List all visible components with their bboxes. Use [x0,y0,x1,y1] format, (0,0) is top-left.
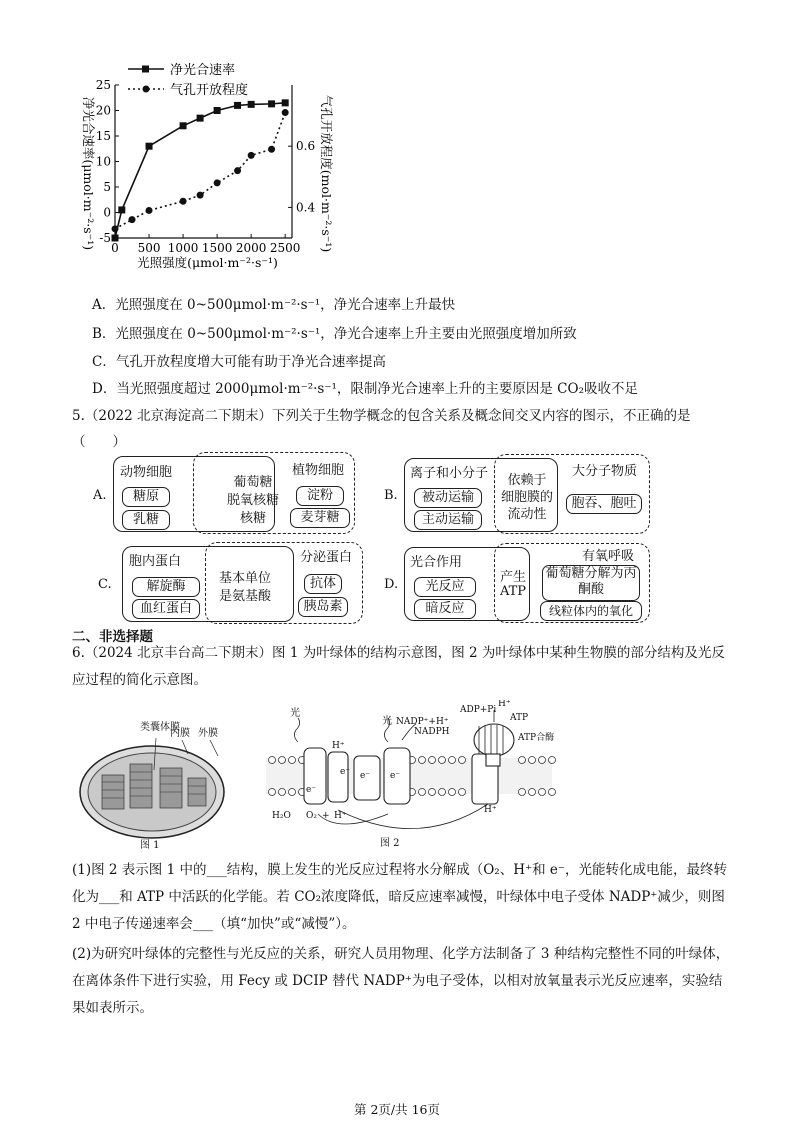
fig1-label: 类囊体膜 [140,722,180,733]
legend-label: 气孔开放程度 [170,83,249,98]
y-axis-left-label: 净光合速率(μmol·m⁻²·s⁻¹) [81,96,96,251]
q5-a-right-title: 植物细胞 [292,463,345,478]
q4-option-d: D．当光照强度超过 2000μmol·m⁻²·s⁻¹，限制净光合速率上升的主要原因是 CO₂吸收不足 [92,381,638,397]
q5-d-left-item: 暗反应 [414,599,476,619]
q5-a-left-item: 乳糖 [122,510,170,530]
q5-d-left-item: 光反应 [414,577,476,597]
q5-c-left-item: 解旋酶 [132,577,200,597]
q5-b-middle-line: 细胞膜的 [500,490,553,505]
data-point-square [112,235,119,242]
q5-b-middle-line: 流动性 [507,507,547,522]
data-point-circle [146,207,153,214]
data-point-square [282,99,289,106]
q5-a-middle-line: 葡萄糖 [233,475,273,490]
legend-label: 净光合速率 [170,63,236,78]
data-point-circle [248,152,255,159]
x-tick-label: 1500 [201,241,233,255]
x-tick-label: 2500 [269,241,301,255]
fig2-label: ATP [510,713,529,723]
q5-c-right-item: 抗体 [304,574,342,594]
legend-marker [143,86,150,93]
q4-option-a: A．光照强度在 0~500μmol·m⁻²·s⁻¹，净光合速率上升最快 [92,297,456,313]
data-point-square [234,102,241,109]
fig2-label: e⁻ [306,785,317,795]
data-point-circle [282,109,289,116]
q5-c-middle-line: 基本单位 [218,571,271,586]
q5-a-right-item: 麦芽糖 [290,508,350,528]
q5-d-letter: D. [384,577,399,592]
data-point-circle [268,146,275,153]
q5-d-middle-line: ATP [499,584,527,599]
q4-option-b: B．光照强度在 0~500μmol·m⁻²·s⁻¹，净光合速率上升主要由光照强度增加所致 [92,326,577,342]
y-right-tick-label: 0.6 [296,139,316,154]
x-tick-label: 500 [137,241,161,255]
q6-part1: (1)图 2 表示图 1 中的___结构，膜上发生的光反应过程将水分解成（O₂、H⁺和 e⁻，光能转化成电能，最终转化为___和 ATP 中活跃的化学能。若 CO₂浓度降低，暗反应速率减慢，叶绿体中电子受体 NADP⁺减少，则图 2 中电子传递速率会___（填“加快”或“减慢”）。 [72,862,727,932]
q5-bracket: （ ） [72,434,126,450]
data-point-square [268,100,275,107]
y-left-tick-label: -5 [99,231,111,245]
fig2-label: 光 [382,716,392,727]
y-left-tick-label: 0 [103,205,111,220]
y-left-tick-label: 15 [95,129,111,143]
fig2-label: e⁻ [340,767,351,777]
x-tick-label: 0 [111,241,119,255]
q5-d-left-title: 光合作用 [410,555,463,570]
fig2-label: O₂ [306,811,317,821]
fig2-label: 光 [290,708,300,719]
q4-option-c: C．气孔开放程度增大可能有助于净光合速率提高 [92,354,386,370]
data-point-square [118,206,125,213]
data-point-circle [180,198,187,205]
data-point-square [180,122,187,129]
fig2-label: H⁺ [334,811,347,821]
fig1-label: 外膜 [198,728,218,739]
q5-c-right-title: 分泌蛋白 [300,550,353,565]
data-point-square [214,107,221,114]
fig2-label: H⁺ [498,700,511,709]
section2-title: 二、非选择题 [72,629,153,645]
q5-d-middle-line: 产生 [499,570,526,585]
q5-a-right-item: 淀粉 [296,486,344,506]
q5-b-right-title: 大分子物质 [572,464,638,479]
data-point-circle [234,167,241,174]
q5-stem: 5.（2022 北京海淀高二下期末）下列关于生物学概念的包含关系及概念间交叉内容的图示，不正确的是 [72,408,691,424]
data-point-circle [112,225,119,232]
q5-a-middle-line: 核糖 [239,511,266,526]
fig2-label: e⁻ [360,771,371,781]
q5-b-left-item: 主动运输 [414,510,482,530]
fig2-label: H⁺ [332,741,345,751]
q5-c-left-item: 血红蛋白 [132,599,200,619]
q5-a-left-title: 动物细胞 [120,465,173,480]
y-left-tick-label: 10 [95,154,111,169]
q5-a-letter: A. [93,488,107,503]
fig2-label: ADP+Pi [460,705,497,715]
fig2-label: H₂O [272,811,291,821]
x-axis-label: 光照强度(μmol·m⁻²·s⁻¹) [137,255,278,270]
data-point-square [146,143,153,150]
q5-c-middle-line: 是氨基酸 [218,589,271,604]
y-right-tick-label: 0.4 [296,200,316,215]
y-axis-right-label: 气孔开放程度(mol·m⁻²·s⁻¹) [319,94,334,253]
fig2-caption: 图 2 [380,838,400,849]
q6-stem: 6.（2024 北京丰台高二下期末）图 1 为叶绿体的结构示意图，图 2 为叶绿体中某种生物膜的部分结构及光反应过程的简化示意图。 [72,645,725,688]
q5-c-right-item: 胰岛素 [298,597,348,617]
data-point-circle [214,179,221,186]
y-left-tick-label: 25 [95,78,111,92]
x-tick-label: 1000 [167,241,199,255]
fig1-label: 内膜 [170,728,190,739]
q5-d-right-title: 有氧呼吸 [582,549,635,564]
fig2-label: ATP合酶 [518,733,555,743]
q5-b-left-title: 离子和小分子 [410,466,489,481]
photosynthesis-chart [60,55,350,285]
fig2-label: H⁺ [484,805,497,815]
fig2-label: e⁻ [390,771,401,781]
page-footer: 第 2页/共 16页 [353,1102,441,1117]
fig2-label: NADP⁺+H⁺ [396,717,449,727]
q5-b-left-item: 被动运输 [414,488,482,508]
fig1-caption: 图 1 [140,840,160,850]
data-point-circle [197,192,204,199]
q6-part2: (2)为研究叶绿体的完整性与光反应的关系，研究人员用物理、化学方法制备了 3 种结构完整性不同的叶绿体，在离体条件下进行实验，用 Fecy 或 DCIP 替代 NADP⁺为电子受体，以相对放氧量表示光反应速率，实验结果如表所示。 [72,946,730,1016]
q5-b-right-item: 胞吞、胞吐 [566,494,642,514]
data-point-square [197,115,204,122]
fig2-label: NADPH [414,727,450,737]
thylakoid-membrane-figure [262,700,562,850]
q5-a-middle-line: 脱氧核糖 [226,493,279,508]
q5-b-letter: B. [384,488,398,503]
y-left-tick-label: 20 [95,103,111,118]
data-point-square [248,101,255,108]
chloroplast-figure [70,720,240,850]
x-tick-label: 2000 [235,241,267,255]
fig2-label: + [322,811,330,821]
series-line-2 [115,113,285,229]
q5-d-right-item: 葡萄糖分解为丙酮酸 [542,565,640,601]
y-left-tick-label: 5 [103,180,111,194]
q5-b-middle-line: 依赖于 [507,473,547,488]
q5-c-letter: C. [98,577,112,592]
legend-marker [142,66,149,73]
series-line-1 [115,103,285,238]
q5-c-left-title: 胞内蛋白 [129,554,182,569]
q5-d-right-item: 线粒体内的氧化 [540,601,642,621]
q5-a-left-item: 糖原 [122,487,170,507]
data-point-circle [129,216,136,223]
